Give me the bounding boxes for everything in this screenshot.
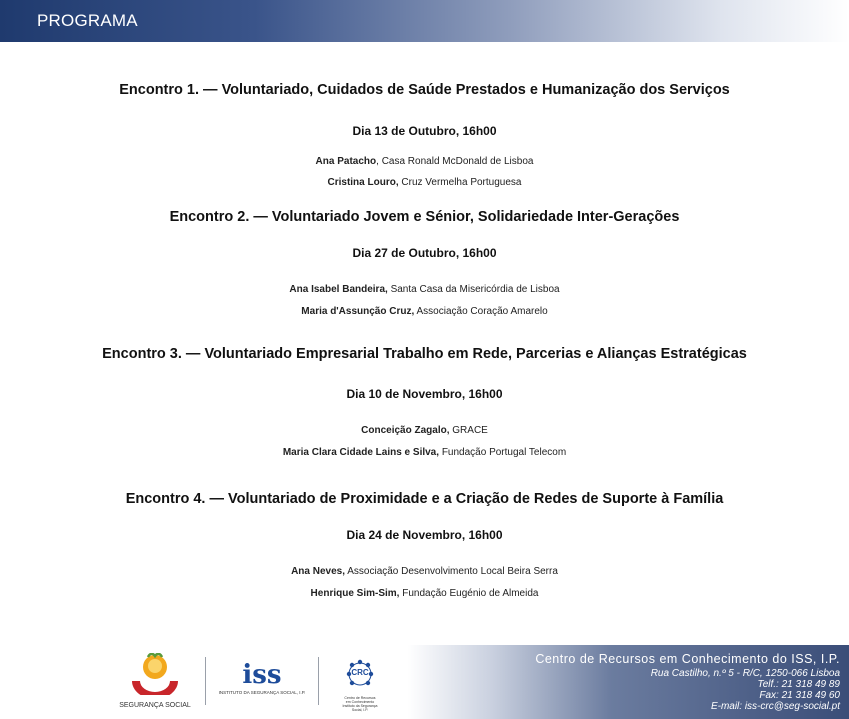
speaker-name: Ana Patacho [315,156,377,167]
speaker-org: Cruz Vermelha Portuguesa [401,177,522,188]
speaker-org: Santa Casa da Misericórdia de Lisboa [390,284,560,295]
encontro-3-date: Dia 10 de Novembro, 16h00 [346,387,503,401]
encontro-1-title: Encontro 1. — Voluntariado, Cuidados de Saúde Prestados e Humanização dos Serviços [119,82,730,98]
crc-caption: Centro de Recursos em Conhecimento Instituto da Segurança Social, I.P. [342,696,378,712]
speaker-name: Cristina Louro, [327,177,399,188]
encontro-2-title: Encontro 2. — Voluntariado Jovem e Sénior, Solidariedade Inter-Gerações [169,209,680,225]
crc-logo [331,659,389,712]
seguranca-social-logo [112,653,198,709]
encontro-1-speaker-1: Ana Patacho, Casa Ronald McDonald de Lisboa [315,156,534,167]
footer-fax: Fax: 21 318 49 60 [759,690,840,701]
footer-address: Rua Castilho, n.º 5 - R/C, 1250-066 Lisboa [650,668,840,679]
encontro-2-date: Dia 27 de Outubro, 16h00 [352,246,497,260]
seguranca-social-caption: SEGURANÇA SOCIAL [119,702,191,709]
encontro-2-speaker-2 [0,306,849,317]
speaker-org: Associação Coração Amarelo [416,306,548,317]
footer-contact [535,652,840,712]
encontro-4-speaker-2 [0,588,849,599]
iss-logo [216,660,308,695]
encontro-1-speaker-2 [0,177,849,188]
encontro-1-date: Dia 13 de Outubro, 16h00 [352,124,497,138]
speaker-name: Maria d'Assunção Cruz, [301,306,415,317]
encontro-4-date: Dia 24 de Novembro, 16h00 [346,528,503,542]
speaker-name: Henrique Sim-Sim, [310,588,400,599]
speaker-org: Associação Desenvolvimento Local Beira Serra [347,566,558,577]
speaker-name: Conceição Zagalo, [361,425,450,436]
footer-phone: Telf.: 21 318 49 89 [757,679,840,690]
speaker-org: Fundação Eugénio de Almeida [402,588,539,599]
iss-caption: INSTITUTO DA SEGURANÇA SOCIAL, I.P. [218,690,306,695]
encontro-4-title: Encontro 4. — Voluntariado de Proximidade e a Criação de Redes de Suporte à Família [125,491,724,507]
logo-divider [205,657,206,705]
speaker-org: Casa Ronald McDonald de Lisboa [381,156,534,167]
footer-org-name: Centro de Recursos em Conhecimento do ISS, I.P. [535,652,840,666]
seguranca-social-emblem-icon [112,653,198,695]
crc-mark: CRC [351,668,369,677]
footer-email: E-mail: iss-crc@seg-social.pt [710,701,840,712]
encontro-3-title: Encontro 3. — Voluntariado Empresarial Trabalho em Rede, Parcerias e Alianças Estratégicas [102,346,747,362]
encontro-4-speaker-1 [0,566,849,577]
speaker-org: Fundação Portugal Telecom [441,447,567,458]
speaker-name: Ana Neves, [291,566,345,577]
encontro-3-speaker-1 [0,425,849,436]
page-title: PROGRAMA [37,11,138,30]
iss-mark: iss [242,660,282,690]
encontro-3-speaker-2 [0,447,849,458]
header-banner [0,0,849,42]
speaker-name: Ana Isabel Bandeira, [289,284,388,295]
encontro-2-speaker-1 [0,284,849,295]
logo-divider [318,657,319,705]
speaker-org: GRACE [452,425,488,436]
speaker-name: Maria Clara Cidade Lains e Silva, [282,447,440,458]
